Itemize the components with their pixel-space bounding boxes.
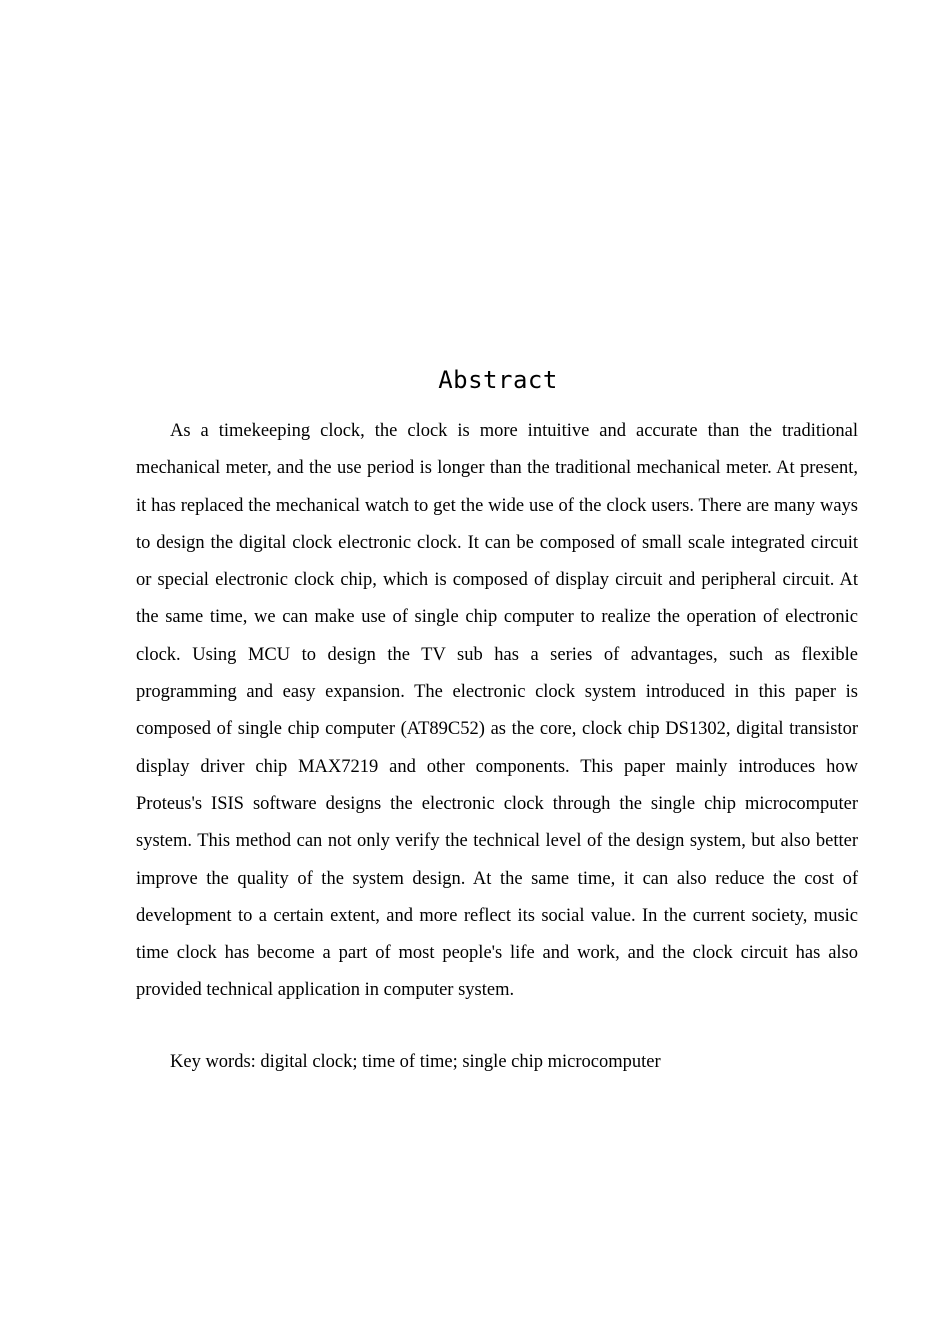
keywords-line: Key words: digital clock; time of time; single chip microcomputer	[170, 1052, 661, 1072]
abstract-title: Abstract	[438, 366, 558, 394]
abstract-body: As a timekeeping clock, the clock is more intuitive and accurate than the traditional mechanical meter, and the use period is longer than the traditional mechanical meter. At present, it has replaced the mechanical watch to get the wide use of the clock users. There are many ways to design the digital clock electronic clock. It can be composed of small scale integrated circuit or special electronic clock chip, which is composed of display circuit and peripheral circuit. At the same time, we can make use of single chip computer to realize the operation of electronic clock. Using MCU to design the TV sub has a series of advantages, such as flexible programming and easy expansion. The electronic clock system introduced in this paper is composed of single chip computer (AT89C52) as the core, clock chip DS1302, digital transistor display driver chip MAX7219 and other components. This paper mainly introduces how Proteus's ISIS software designs the electronic clock through the single chip microcomputer system. This method can not only verify the technical level of the design system, but also better improve the quality of the system design. At the same time, it can also reduce the cost of development to a certain extent, and more reflect its social value. In the current society, music time clock has become a part of most people's life and work, and the clock circuit has also provided technical application in computer system.	[136, 421, 858, 1001]
